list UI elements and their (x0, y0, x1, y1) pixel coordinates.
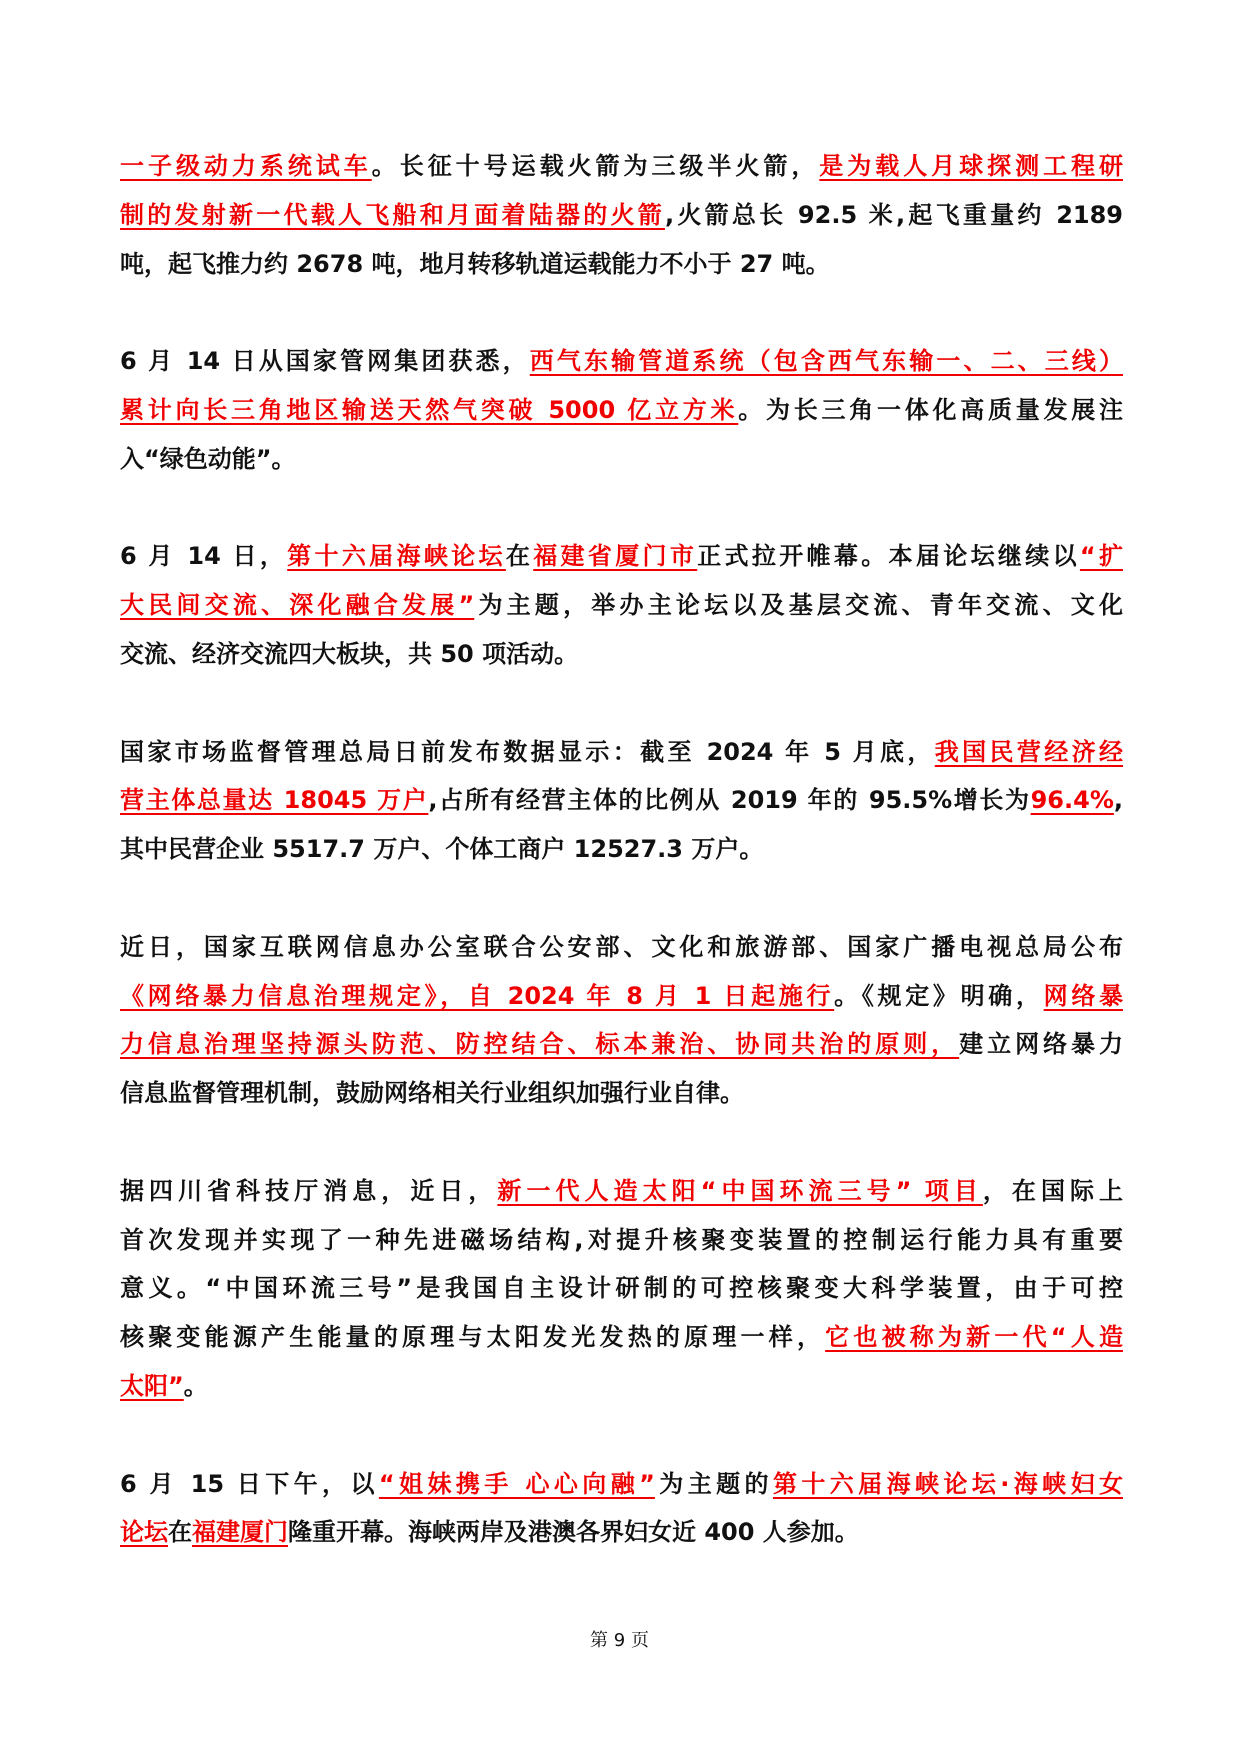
highlighted-text: 论坛 (120, 1518, 168, 1547)
text-line (120, 1460, 1123, 1509)
body-text: 其中民营企业 5517.7 万户、个体工商户 12527.3 万户。 (120, 835, 764, 864)
text-line (120, 386, 1123, 435)
body-text: 交流、经济交流四大板块，共 50 项活动。 (120, 639, 579, 668)
body-text: 入“绿色动能”。 (120, 444, 296, 473)
body-text: 意义。“中国环流三号”是我国自主设计研制的可控核聚变大科学装置，由于可控 (120, 1274, 1123, 1303)
text-line (120, 1069, 1123, 1118)
body-text: 6 月 14 日从国家管网集团获悉， (120, 347, 530, 376)
highlighted-text: 第十六届海峡论坛·海峡妇女 (772, 1469, 1123, 1498)
paragraph (120, 142, 1123, 288)
highlighted-text: 累计向长三角地区输送天然气突破 5000 亿立方米 (120, 395, 739, 424)
paragraph-spacer (120, 1118, 1123, 1167)
highlighted-text: “姐妹携手 心心向融” (378, 1469, 655, 1498)
highlighted-text: “扩 (1079, 542, 1123, 571)
body-text: 隆重开幕。海峡两岸及港澳各界妇女近 400 人参加。 (288, 1518, 859, 1547)
body-text: ，在国际上 (982, 1176, 1123, 1205)
paragraph (120, 337, 1123, 483)
body-text: 在 (168, 1518, 192, 1547)
body-text: 。 (183, 1371, 208, 1400)
body-text: 6 月 15 日下午，以 (120, 1469, 379, 1498)
paragraph-spacer (120, 288, 1123, 337)
highlighted-text: 太阳” (120, 1371, 184, 1400)
highlighted-text: 《网络暴力信息治理规定》，自 2024 年 8 月 1 日起施行 (120, 981, 835, 1010)
paragraph-spacer (120, 874, 1123, 923)
body-text: 为主题的 (654, 1469, 773, 1498)
text-line (120, 1313, 1123, 1362)
text-line (120, 532, 1123, 581)
body-text: 吨，起飞推力约 2678 吨，地月转移轨道运载能力不小于 27 吨。 (120, 249, 830, 278)
body-text: 据四川省科技厅消息，近日， (120, 1176, 498, 1205)
body-text: 在 (505, 542, 534, 571)
text-line (120, 1508, 1123, 1557)
body-text: 首次发现并实现了一种先进磁场结构,对提升核聚变装置的控制运行能力具有重要 (120, 1225, 1123, 1254)
highlighted-text: 制的发射新一代载人飞船和月面着陆器的火箭 (120, 200, 665, 229)
highlighted-text: 新一代人造太阳“中国环流三号” 项目 (497, 1176, 983, 1205)
body-text: 信息监督管理机制，鼓励网络相关行业组织加强行业自律。 (120, 1079, 744, 1108)
highlighted-text: 我国民营经济经 (934, 737, 1123, 766)
text-line (120, 1020, 1123, 1069)
text-line (120, 435, 1123, 484)
body-text: 。为长三角一体化高质量发展注 (738, 395, 1123, 424)
text-line (120, 581, 1123, 630)
text-line (120, 1167, 1123, 1216)
body-text: 6 月 14 日， (120, 542, 288, 571)
text-line (120, 1216, 1123, 1265)
paragraph (120, 728, 1123, 874)
text-line (120, 776, 1123, 825)
text-line (120, 142, 1123, 191)
body-text: ,占所有经营主体的比例从 2019 年的 95.5%增长为 (428, 786, 1031, 815)
text-line (120, 191, 1123, 240)
highlighted-text: 它也被称为新一代“人造 (825, 1323, 1123, 1352)
paragraph-spacer (120, 1411, 1123, 1460)
paragraph-spacer (120, 679, 1123, 728)
highlighted-text: 福建省厦门市 (533, 542, 698, 571)
paragraph (120, 1460, 1123, 1558)
text-line (120, 728, 1123, 777)
highlighted-text: 96.4% (1030, 786, 1114, 815)
highlighted-text: 大民间交流、深化融合发展” (120, 591, 475, 620)
highlighted-text: 力信息治理坚持源头防范、防控结合、标本兼治、协同共治的原则， (120, 1030, 960, 1059)
text-line (120, 923, 1123, 972)
text-line (120, 630, 1123, 679)
body-text: 正式拉开帷幕。本届论坛继续以 (697, 542, 1080, 571)
paragraph (120, 923, 1123, 1118)
page-number: 第 9 页 (590, 1630, 649, 1651)
text-line (120, 337, 1123, 386)
body-text: 核聚变能源产生能量的原理与太阳发光发热的原理一样， (120, 1323, 826, 1352)
text-line (120, 1264, 1123, 1313)
body-text: 建立网络暴力 (959, 1030, 1123, 1059)
paragraph (120, 532, 1123, 678)
paragraph (120, 1167, 1123, 1411)
body-text: , (1113, 786, 1123, 815)
highlighted-text: 福建厦门 (192, 1518, 288, 1547)
paragraph-spacer (120, 484, 1123, 533)
body-text: 。长征十号运载火箭为三级半火箭， (371, 152, 820, 180)
highlighted-text: 第十六届海峡论坛 (287, 542, 506, 571)
highlighted-text: 网络暴 (1043, 981, 1123, 1010)
highlighted-text: 一子级动力系统试车 (120, 152, 372, 180)
body-text: 国家市场监督管理总局日前发布数据显示：截至 2024 年 5 月底， (120, 737, 935, 766)
highlighted-text: 营主体总量达 18045 万户 (120, 786, 429, 815)
body-text: 为主题，举办主论坛以及基层交流、青年交流、文化 (474, 591, 1123, 620)
text-line (120, 972, 1123, 1021)
highlighted-text: 是为载人月球探测工程研 (819, 152, 1123, 180)
text-line (120, 825, 1123, 874)
text-line (120, 1362, 1123, 1411)
document-body (120, 142, 1123, 1557)
body-text: 。《规定》明确， (834, 981, 1044, 1010)
highlighted-text: 西气东输管道系统（包含西气东输一、二、三线） (529, 347, 1123, 376)
text-line (120, 240, 1123, 289)
body-text: ,火箭总长 92.5 米,起飞重量约 2189 (664, 200, 1123, 229)
body-text: 近日，国家互联网信息办公室联合公安部、文化和旅游部、国家广播电视总局公布 (120, 932, 1123, 961)
